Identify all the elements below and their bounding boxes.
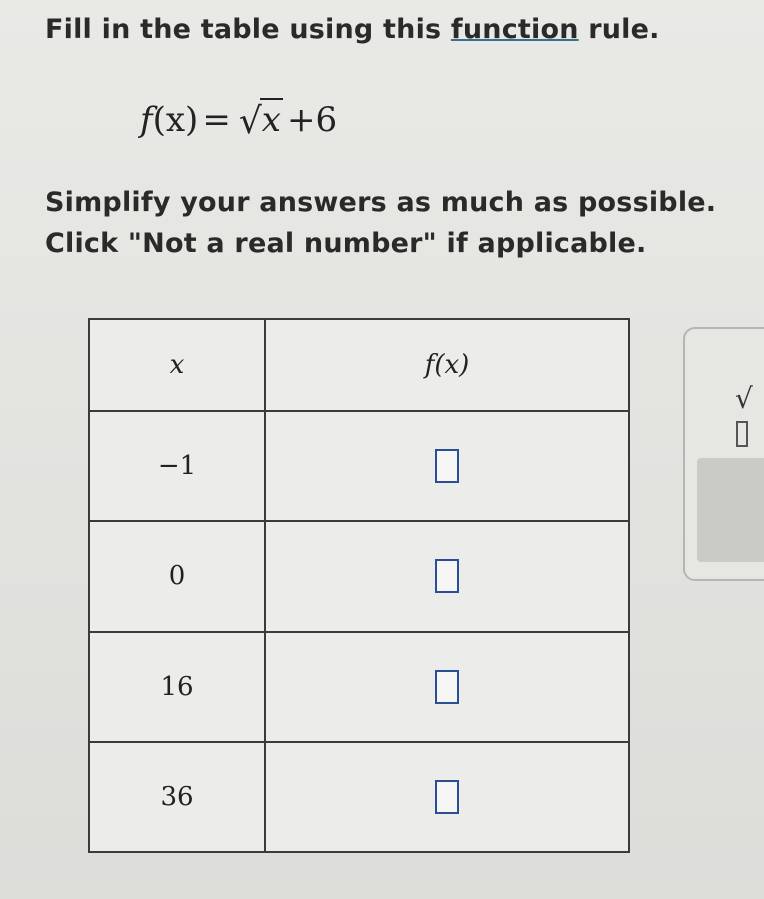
table-header-row xyxy=(89,319,629,411)
fx-cell xyxy=(265,742,629,852)
table-row xyxy=(89,521,629,631)
instruction-line-1 xyxy=(45,14,660,45)
formula-plus-six: +6 xyxy=(286,100,338,140)
fx-cell xyxy=(265,411,629,521)
x-value: 16 xyxy=(89,632,265,742)
answer-input-box[interactable] xyxy=(435,559,459,593)
instruction-text: Fill in the table using this xyxy=(45,14,451,45)
formula-sqrt xyxy=(239,98,283,140)
fx-cell xyxy=(265,632,629,742)
header-x: x xyxy=(89,319,265,411)
placeholder-box-icon xyxy=(736,421,748,447)
x-value: −1 xyxy=(89,411,265,521)
not-a-real-number-button[interactable] xyxy=(697,458,764,562)
answer-input-box[interactable] xyxy=(435,780,459,814)
sqrt-button[interactable] xyxy=(735,382,764,448)
formula-radicand: x xyxy=(261,100,281,140)
function-rule-formula xyxy=(140,98,337,140)
header-fx: f(x) xyxy=(265,319,629,411)
formula-arg: (x) xyxy=(152,100,199,140)
function-link[interactable]: function xyxy=(450,14,579,45)
table-row xyxy=(89,632,629,742)
radical-icon: √ xyxy=(238,101,262,142)
fx-cell xyxy=(265,521,629,631)
instruction-line-3: Simplify your answers as much as possible. xyxy=(45,187,717,218)
formula-equals: = xyxy=(202,100,231,140)
answer-input-box[interactable] xyxy=(435,449,459,483)
table-row xyxy=(89,411,629,521)
x-value: 36 xyxy=(89,742,265,852)
instruction-text-end: rule. xyxy=(578,14,660,45)
formula-f: f xyxy=(140,100,153,140)
sqrt-icon: √ xyxy=(735,382,753,415)
answer-input-box[interactable] xyxy=(435,670,459,704)
table-row xyxy=(89,742,629,852)
instruction-line-4: Click "Not a real number" if applicable. xyxy=(45,228,647,259)
x-value: 0 xyxy=(89,521,265,631)
function-table xyxy=(88,318,630,853)
